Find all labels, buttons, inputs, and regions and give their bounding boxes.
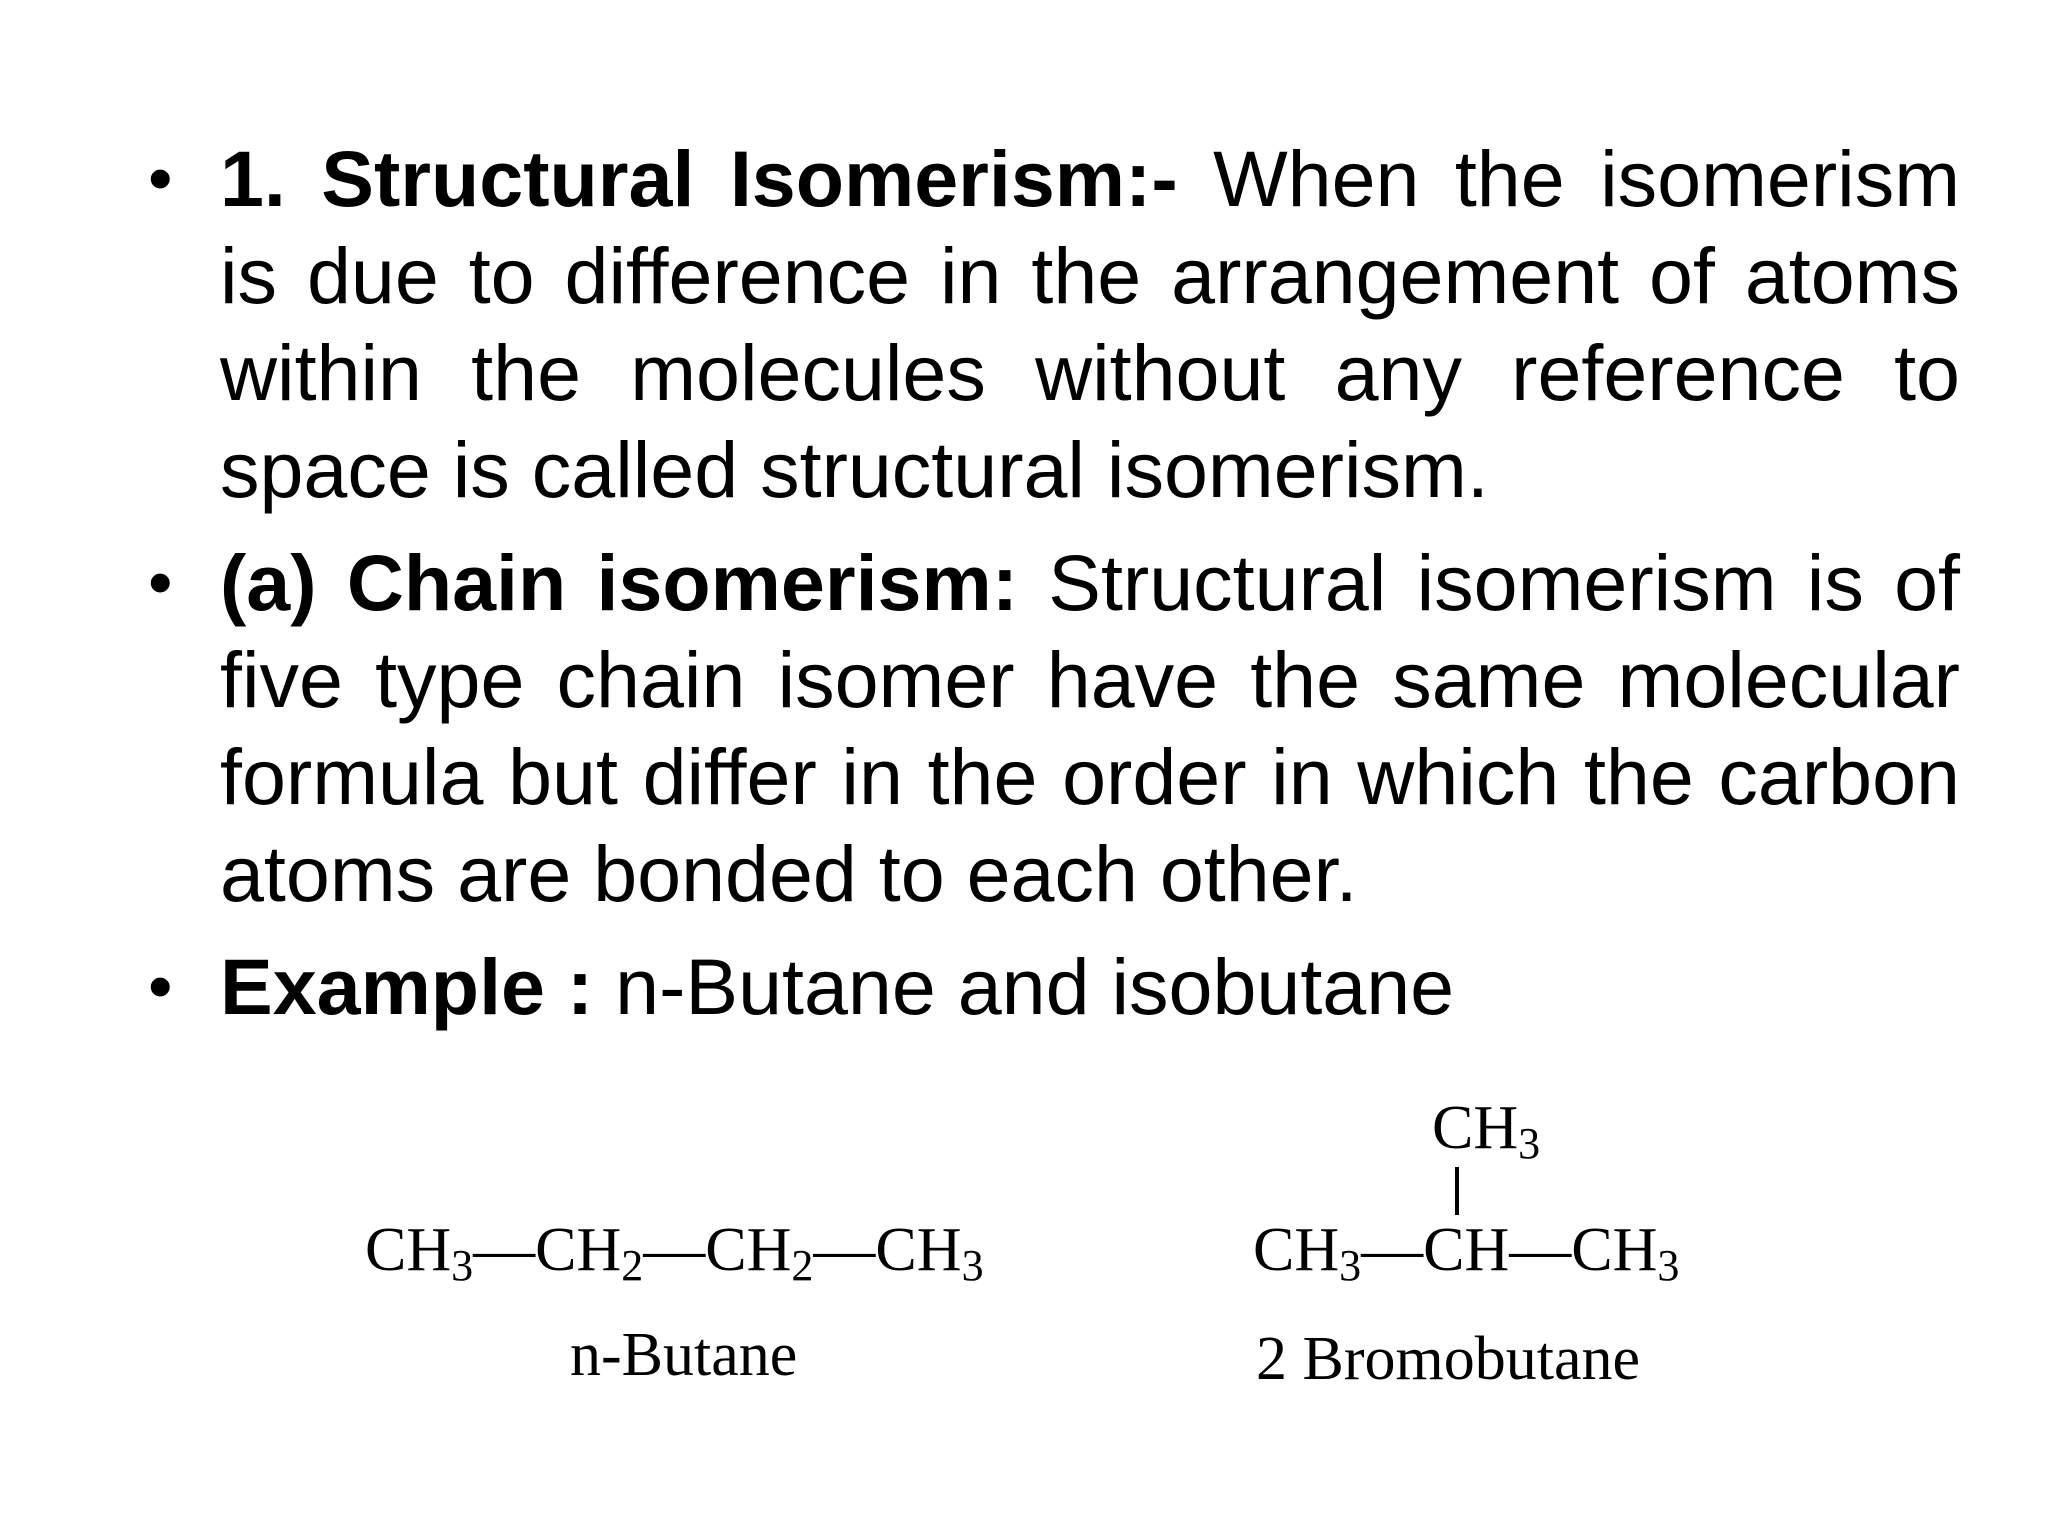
bullet-text: When the isomerism is due to difference in the arrangement of atoms within the molecules without any reference to space is called structural isomerism. xyxy=(220,134,1960,514)
isobutane-methyl-group: $CH_3$ xyxy=(1432,1094,1541,1168)
isobutane-label: 2 Bromobutane xyxy=(1256,1325,1640,1393)
bullet-text: n-Butane and isobutane xyxy=(593,942,1455,1031)
vertical-bond xyxy=(1455,1167,1459,1215)
n-butane-label: n-Butane xyxy=(570,1321,798,1389)
isobutane-chain-formula: $CH_3—CH—CH_3$ xyxy=(1253,1216,1680,1290)
n-butane-formula: $CH_3—CH_2—CH_2—CH_3$ xyxy=(365,1216,984,1290)
bullet-dot-icon: • xyxy=(148,947,173,1025)
bullet-heading: Example : xyxy=(220,942,594,1031)
bullet-dot-icon: • xyxy=(148,139,173,217)
bullet-heading: 1. Structural Isomerism:- xyxy=(220,134,1178,223)
bullet-text: Structural isomerism is of five type chain isomer have the same molecular formula but differ in the order in which the carbon atoms are bonded to each other. xyxy=(220,538,1960,918)
bullet-dot-icon: • xyxy=(148,543,173,621)
bullet-heading: (a) Chain isomerism: xyxy=(220,538,1019,627)
